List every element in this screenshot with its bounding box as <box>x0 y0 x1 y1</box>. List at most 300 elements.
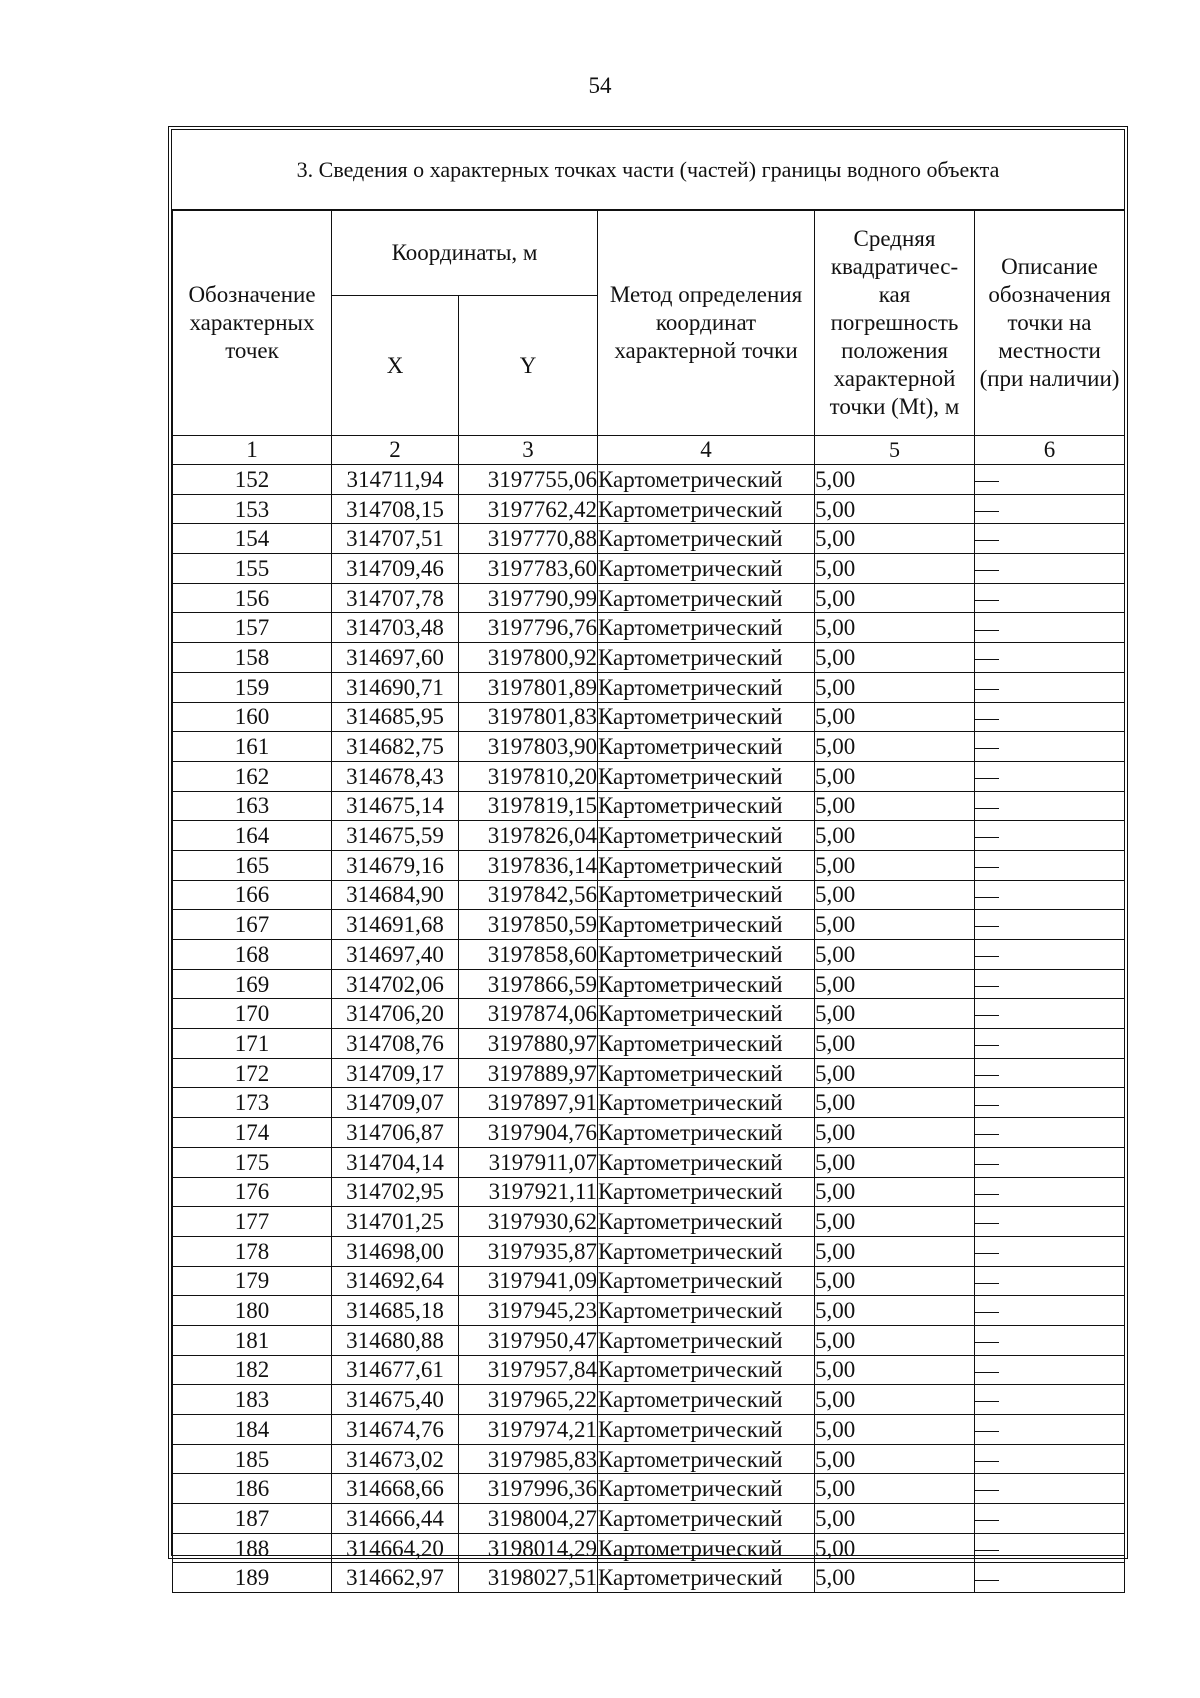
dash-mark <box>975 540 999 541</box>
table-row <box>173 791 1125 821</box>
x-coordinate-cell: 314690,71 <box>332 672 459 702</box>
point-id-cell: 169 <box>173 969 332 999</box>
dash-mark <box>975 956 999 957</box>
error-cell: 5,00 <box>815 643 975 673</box>
description-cell <box>975 702 1125 732</box>
x-coordinate-cell: 314697,40 <box>332 940 459 970</box>
header-description: Описание обозначения точки на местности (при наличии) <box>975 211 1125 436</box>
dash-mark <box>975 1490 999 1491</box>
dash-mark <box>975 1164 999 1165</box>
header-method: Метод определения координат характерной точки <box>598 211 815 436</box>
method-cell: Картометрический <box>598 1325 815 1355</box>
x-coordinate-cell: 314702,95 <box>332 1177 459 1207</box>
error-cell: 5,00 <box>815 1058 975 1088</box>
error-cell: 5,00 <box>815 465 975 495</box>
table-row <box>173 1296 1125 1326</box>
point-id-cell: 172 <box>173 1058 332 1088</box>
y-coordinate-cell: 3197783,60 <box>459 554 598 584</box>
point-id-cell: 179 <box>173 1266 332 1296</box>
method-cell: Картометрический <box>598 1504 815 1534</box>
error-cell: 5,00 <box>815 1504 975 1534</box>
header-y: Y <box>459 296 598 436</box>
method-cell: Картометрический <box>598 1296 815 1326</box>
error-cell: 5,00 <box>815 583 975 613</box>
method-cell: Картометрический <box>598 465 815 495</box>
method-cell: Картометрический <box>598 643 815 673</box>
error-cell: 5,00 <box>815 910 975 940</box>
x-coordinate-cell: 314711,94 <box>332 465 459 495</box>
point-id-cell: 186 <box>173 1474 332 1504</box>
point-id-cell: 187 <box>173 1504 332 1534</box>
method-cell: Картометрический <box>598 1355 815 1385</box>
method-cell: Картометрический <box>598 1236 815 1266</box>
table-row <box>173 1385 1125 1415</box>
x-coordinate-cell: 314707,78 <box>332 583 459 613</box>
point-id-cell: 156 <box>173 583 332 613</box>
description-cell <box>975 791 1125 821</box>
dash-mark <box>975 630 999 631</box>
method-cell: Картометрический <box>598 1563 815 1593</box>
dash-mark <box>975 867 999 868</box>
error-cell: 5,00 <box>815 1177 975 1207</box>
x-coordinate-cell: 314678,43 <box>332 761 459 791</box>
error-cell: 5,00 <box>815 1088 975 1118</box>
column-number: 5 <box>815 436 975 465</box>
header-x: X <box>332 296 459 436</box>
x-coordinate-cell: 314704,14 <box>332 1147 459 1177</box>
dash-mark <box>975 600 999 601</box>
header-error-line3: кая погрешность положения характерной точки (Mt), м <box>829 282 960 419</box>
x-coordinate-cell: 314698,00 <box>332 1236 459 1266</box>
table-row <box>173 1029 1125 1059</box>
x-coordinate-cell: 314706,87 <box>332 1118 459 1148</box>
error-cell: 5,00 <box>815 494 975 524</box>
y-coordinate-cell: 3197985,83 <box>459 1444 598 1474</box>
point-id-cell: 168 <box>173 940 332 970</box>
point-id-cell: 181 <box>173 1325 332 1355</box>
point-id-cell: 175 <box>173 1147 332 1177</box>
y-coordinate-cell: 3197755,06 <box>459 465 598 495</box>
table-row <box>173 1088 1125 1118</box>
point-id-cell: 178 <box>173 1236 332 1266</box>
x-coordinate-cell: 314707,51 <box>332 524 459 554</box>
description-cell <box>975 672 1125 702</box>
description-cell <box>975 1415 1125 1445</box>
description-cell <box>975 1474 1125 1504</box>
table-row <box>173 1177 1125 1207</box>
error-cell: 5,00 <box>815 969 975 999</box>
table-row <box>173 465 1125 495</box>
point-id-cell: 170 <box>173 999 332 1029</box>
error-cell: 5,00 <box>815 524 975 554</box>
x-coordinate-cell: 314675,59 <box>332 821 459 851</box>
error-cell: 5,00 <box>815 850 975 880</box>
error-cell: 5,00 <box>815 1118 975 1148</box>
y-coordinate-cell: 3197889,97 <box>459 1058 598 1088</box>
point-id-cell: 163 <box>173 791 332 821</box>
description-cell <box>975 999 1125 1029</box>
y-coordinate-cell: 3197770,88 <box>459 524 598 554</box>
x-coordinate-cell: 314675,14 <box>332 791 459 821</box>
point-id-cell: 177 <box>173 1207 332 1237</box>
error-cell: 5,00 <box>815 791 975 821</box>
method-cell: Картометрический <box>598 1147 815 1177</box>
table-row <box>173 1118 1125 1148</box>
description-cell <box>975 643 1125 673</box>
point-id-cell: 158 <box>173 643 332 673</box>
error-cell: 5,00 <box>815 1563 975 1593</box>
method-cell: Картометрический <box>598 1415 815 1445</box>
description-cell <box>975 1207 1125 1237</box>
error-cell: 5,00 <box>815 880 975 910</box>
x-coordinate-cell: 314684,90 <box>332 880 459 910</box>
table-row <box>173 940 1125 970</box>
method-cell: Картометрический <box>598 1266 815 1296</box>
dash-mark <box>975 1194 999 1195</box>
error-cell: 5,00 <box>815 1207 975 1237</box>
method-cell: Картометрический <box>598 1029 815 1059</box>
dash-mark <box>975 1461 999 1462</box>
y-coordinate-cell: 3197911,07 <box>459 1147 598 1177</box>
column-number: 1 <box>173 436 332 465</box>
page-number: 54 <box>588 73 612 98</box>
dash-mark <box>975 1550 999 1551</box>
description-cell <box>975 1177 1125 1207</box>
method-cell: Картометрический <box>598 791 815 821</box>
x-coordinate-cell: 314702,06 <box>332 969 459 999</box>
error-cell: 5,00 <box>815 1415 975 1445</box>
table-row <box>173 1147 1125 1177</box>
point-id-cell: 176 <box>173 1177 332 1207</box>
column-number: 2 <box>332 436 459 465</box>
y-coordinate-cell: 3198014,29 <box>459 1533 598 1563</box>
description-cell <box>975 940 1125 970</box>
x-coordinate-cell: 314685,18 <box>332 1296 459 1326</box>
description-cell <box>975 613 1125 643</box>
table-row <box>173 821 1125 851</box>
y-coordinate-cell: 3197819,15 <box>459 791 598 821</box>
error-cell: 5,00 <box>815 1296 975 1326</box>
y-coordinate-cell: 3197866,59 <box>459 969 598 999</box>
point-id-cell: 182 <box>173 1355 332 1385</box>
method-cell: Картометрический <box>598 1207 815 1237</box>
point-id-cell: 157 <box>173 613 332 643</box>
table-row <box>173 1355 1125 1385</box>
point-id-cell: 171 <box>173 1029 332 1059</box>
dash-mark <box>975 837 999 838</box>
method-cell: Картометрический <box>598 1444 815 1474</box>
y-coordinate-cell: 3197874,06 <box>459 999 598 1029</box>
error-cell: 5,00 <box>815 1325 975 1355</box>
table-row <box>173 1474 1125 1504</box>
x-coordinate-cell: 314674,76 <box>332 1415 459 1445</box>
dash-mark <box>975 1134 999 1135</box>
description-cell <box>975 1118 1125 1148</box>
dash-mark <box>975 1075 999 1076</box>
description-cell <box>975 1236 1125 1266</box>
table-row <box>173 1266 1125 1296</box>
method-cell: Картометрический <box>598 1385 815 1415</box>
error-cell: 5,00 <box>815 672 975 702</box>
y-coordinate-cell: 3197800,92 <box>459 643 598 673</box>
header-point-designation: Обозначение характерных точек <box>173 211 332 436</box>
point-id-cell: 155 <box>173 554 332 584</box>
point-id-cell: 152 <box>173 465 332 495</box>
point-id-cell: 160 <box>173 702 332 732</box>
y-coordinate-cell: 3197935,87 <box>459 1236 598 1266</box>
y-coordinate-cell: 3197880,97 <box>459 1029 598 1059</box>
point-id-cell: 159 <box>173 672 332 702</box>
dash-mark <box>975 1283 999 1284</box>
description-cell <box>975 761 1125 791</box>
description-cell <box>975 1444 1125 1474</box>
y-coordinate-cell: 3197921,11 <box>459 1177 598 1207</box>
description-cell <box>975 1355 1125 1385</box>
y-coordinate-cell: 3197801,83 <box>459 702 598 732</box>
error-cell: 5,00 <box>815 1444 975 1474</box>
y-coordinate-cell: 3197803,90 <box>459 732 598 762</box>
dash-mark <box>975 1520 999 1521</box>
point-id-cell: 183 <box>173 1385 332 1415</box>
table-row <box>173 1533 1125 1563</box>
point-id-cell: 161 <box>173 732 332 762</box>
table-row <box>173 880 1125 910</box>
error-cell: 5,00 <box>815 613 975 643</box>
table-body <box>173 465 1125 1593</box>
method-cell: Картометрический <box>598 613 815 643</box>
table-row <box>173 524 1125 554</box>
table-row <box>173 969 1125 999</box>
x-coordinate-cell: 314709,07 <box>332 1088 459 1118</box>
dash-mark <box>975 1015 999 1016</box>
table-row <box>173 732 1125 762</box>
x-coordinate-cell: 314662,97 <box>332 1563 459 1593</box>
x-coordinate-cell: 314708,15 <box>332 494 459 524</box>
dash-mark <box>975 748 999 749</box>
table-row <box>173 672 1125 702</box>
point-id-cell: 162 <box>173 761 332 791</box>
y-coordinate-cell: 3197897,91 <box>459 1088 598 1118</box>
error-cell: 5,00 <box>815 1474 975 1504</box>
description-cell <box>975 850 1125 880</box>
x-coordinate-cell: 314679,16 <box>332 850 459 880</box>
table-row <box>173 910 1125 940</box>
table-row <box>173 1504 1125 1534</box>
table-row <box>173 761 1125 791</box>
x-coordinate-cell: 314668,66 <box>332 1474 459 1504</box>
table-row <box>173 494 1125 524</box>
description-cell <box>975 1147 1125 1177</box>
point-id-cell: 153 <box>173 494 332 524</box>
dash-mark <box>975 570 999 571</box>
y-coordinate-cell: 3197957,84 <box>459 1355 598 1385</box>
method-cell: Картометрический <box>598 880 815 910</box>
table-row <box>173 583 1125 613</box>
table-row <box>173 702 1125 732</box>
method-cell: Картометрический <box>598 554 815 584</box>
error-cell: 5,00 <box>815 1147 975 1177</box>
x-coordinate-cell: 314708,76 <box>332 1029 459 1059</box>
description-cell <box>975 554 1125 584</box>
y-coordinate-cell: 3197965,22 <box>459 1385 598 1415</box>
x-coordinate-cell: 314677,61 <box>332 1355 459 1385</box>
table-row <box>173 1207 1125 1237</box>
method-cell: Картометрический <box>598 1177 815 1207</box>
method-cell: Картометрический <box>598 969 815 999</box>
description-cell <box>975 1533 1125 1563</box>
dash-mark <box>975 659 999 660</box>
y-coordinate-cell: 3197842,56 <box>459 880 598 910</box>
description-cell <box>975 1385 1125 1415</box>
dash-mark <box>975 1431 999 1432</box>
y-coordinate-cell: 3197858,60 <box>459 940 598 970</box>
x-coordinate-cell: 314666,44 <box>332 1504 459 1534</box>
method-cell: Картометрический <box>598 524 815 554</box>
description-cell <box>975 1058 1125 1088</box>
y-coordinate-cell: 3197790,99 <box>459 583 598 613</box>
description-cell <box>975 969 1125 999</box>
table-row <box>173 554 1125 584</box>
column-number: 3 <box>459 436 598 465</box>
point-id-cell: 184 <box>173 1415 332 1445</box>
y-coordinate-cell: 3197796,76 <box>459 613 598 643</box>
description-cell <box>975 821 1125 851</box>
method-cell: Картометрический <box>598 850 815 880</box>
x-coordinate-cell: 314682,75 <box>332 732 459 762</box>
method-cell: Картометрический <box>598 1474 815 1504</box>
table-row <box>173 1058 1125 1088</box>
x-coordinate-cell: 314709,17 <box>332 1058 459 1088</box>
description-cell <box>975 494 1125 524</box>
y-coordinate-cell: 3197810,20 <box>459 761 598 791</box>
y-coordinate-cell: 3198027,51 <box>459 1563 598 1593</box>
y-coordinate-cell: 3197904,76 <box>459 1118 598 1148</box>
column-number: 6 <box>975 436 1125 465</box>
error-cell: 5,00 <box>815 1533 975 1563</box>
error-cell: 5,00 <box>815 999 975 1029</box>
point-id-cell: 166 <box>173 880 332 910</box>
description-cell <box>975 465 1125 495</box>
point-id-cell: 167 <box>173 910 332 940</box>
error-cell: 5,00 <box>815 1236 975 1266</box>
description-cell <box>975 1296 1125 1326</box>
y-coordinate-cell: 3197941,09 <box>459 1266 598 1296</box>
description-cell <box>975 1088 1125 1118</box>
point-id-cell: 188 <box>173 1533 332 1563</box>
dash-mark <box>975 1223 999 1224</box>
description-cell <box>975 1325 1125 1355</box>
point-id-cell: 154 <box>173 524 332 554</box>
error-cell: 5,00 <box>815 1266 975 1296</box>
method-cell: Картометрический <box>598 940 815 970</box>
description-cell <box>975 1029 1125 1059</box>
y-coordinate-cell: 3197930,62 <box>459 1207 598 1237</box>
characteristic-points-table <box>172 210 1125 1593</box>
y-coordinate-cell: 3198004,27 <box>459 1504 598 1534</box>
dash-mark <box>975 719 999 720</box>
point-id-cell: 180 <box>173 1296 332 1326</box>
dash-mark <box>975 689 999 690</box>
dash-mark <box>975 986 999 987</box>
column-number: 4 <box>598 436 815 465</box>
method-cell: Картометрический <box>598 821 815 851</box>
y-coordinate-cell: 3197950,47 <box>459 1325 598 1355</box>
header-error <box>815 211 975 436</box>
dash-mark <box>975 1105 999 1106</box>
error-cell: 5,00 <box>815 1355 975 1385</box>
point-id-cell: 185 <box>173 1444 332 1474</box>
y-coordinate-cell: 3197850,59 <box>459 910 598 940</box>
method-cell: Картометрический <box>598 1118 815 1148</box>
method-cell: Картометрический <box>598 1533 815 1563</box>
table-row <box>173 643 1125 673</box>
point-id-cell: 165 <box>173 850 332 880</box>
dash-mark <box>975 1372 999 1373</box>
table-row <box>173 1444 1125 1474</box>
header-error-line2: квадратичес- <box>830 254 959 279</box>
description-cell <box>975 732 1125 762</box>
x-coordinate-cell: 314691,68 <box>332 910 459 940</box>
section-title: 3. Сведения о характерных точках части (частей) границы водного объекта <box>172 130 1124 210</box>
dash-mark <box>975 778 999 779</box>
error-cell: 5,00 <box>815 821 975 851</box>
description-cell <box>975 880 1125 910</box>
y-coordinate-cell: 3197996,36 <box>459 1474 598 1504</box>
header-coordinates: Координаты, м <box>332 211 598 296</box>
description-cell <box>975 1504 1125 1534</box>
description-cell <box>975 910 1125 940</box>
method-cell: Картометрический <box>598 672 815 702</box>
error-cell: 5,00 <box>815 940 975 970</box>
dash-mark <box>975 1312 999 1313</box>
x-coordinate-cell: 314664,20 <box>332 1533 459 1563</box>
y-coordinate-cell: 3197945,23 <box>459 1296 598 1326</box>
table-row <box>173 1236 1125 1266</box>
x-coordinate-cell: 314685,95 <box>332 702 459 732</box>
y-coordinate-cell: 3197826,04 <box>459 821 598 851</box>
point-id-cell: 173 <box>173 1088 332 1118</box>
description-cell <box>975 524 1125 554</box>
point-id-cell: 189 <box>173 1563 332 1593</box>
method-cell: Картометрический <box>598 1058 815 1088</box>
y-coordinate-cell: 3197974,21 <box>459 1415 598 1445</box>
y-coordinate-cell: 3197836,14 <box>459 850 598 880</box>
error-cell: 5,00 <box>815 1385 975 1415</box>
error-cell: 5,00 <box>815 732 975 762</box>
y-coordinate-cell: 3197801,89 <box>459 672 598 702</box>
table-row <box>173 1325 1125 1355</box>
x-coordinate-cell: 314680,88 <box>332 1325 459 1355</box>
dash-mark <box>975 808 999 809</box>
description-cell <box>975 1563 1125 1593</box>
dash-mark <box>975 1580 999 1581</box>
x-coordinate-cell: 314675,40 <box>332 1385 459 1415</box>
y-coordinate-cell: 3197762,42 <box>459 494 598 524</box>
x-coordinate-cell: 314673,02 <box>332 1444 459 1474</box>
table-row <box>173 850 1125 880</box>
method-cell: Картометрический <box>598 494 815 524</box>
method-cell: Картометрический <box>598 761 815 791</box>
method-cell: Картометрический <box>598 999 815 1029</box>
dash-mark <box>975 481 999 482</box>
description-cell <box>975 583 1125 613</box>
error-cell: 5,00 <box>815 702 975 732</box>
error-cell: 5,00 <box>815 554 975 584</box>
table-row <box>173 999 1125 1029</box>
method-cell: Картометрический <box>598 732 815 762</box>
description-cell <box>975 1266 1125 1296</box>
point-id-cell: 164 <box>173 821 332 851</box>
